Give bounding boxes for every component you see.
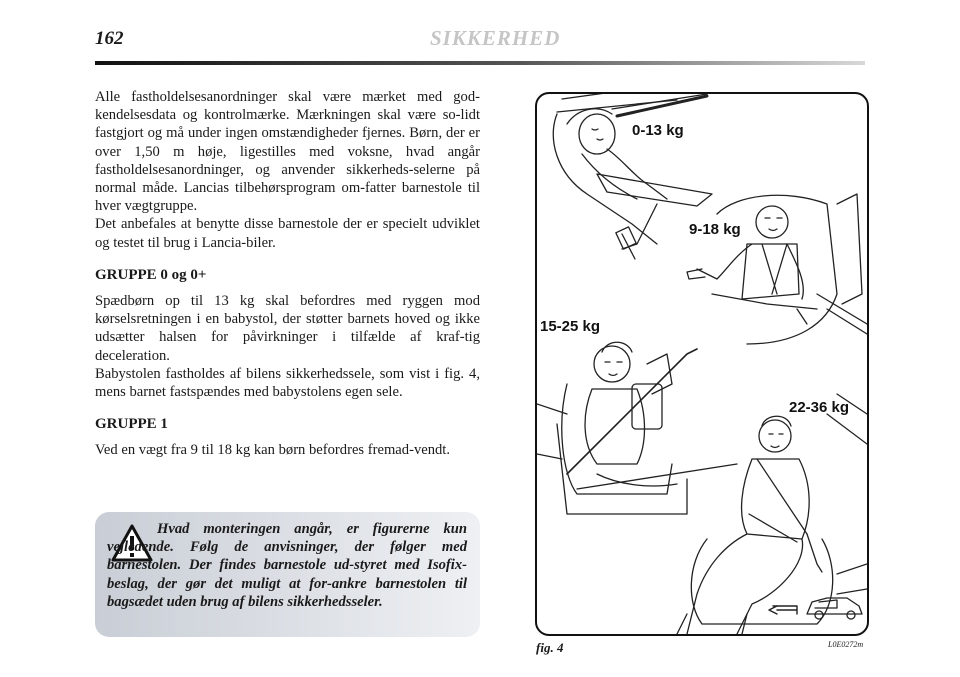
label-22-36-kg: 22-36 kg — [789, 399, 850, 416]
child-seat-figure — [535, 92, 869, 636]
group0-paragraph-2: Babystolen fastholdes af bilens sikkerhedssele, som vist i fig. 4, mens barnet fastspændes med babystolens egen sele. — [95, 365, 480, 401]
label-0-13-kg: 0-13 kg — [632, 122, 684, 139]
warning-text: Hvad monteringen angår, er figurerne kun vejledende. Følg de anvisninger, der følger med barnestolen. Der findes barnestole ud-styret med Isofix-beslag, der gør det muligt at for-ankre barnestolen til bagsædet uden brug af bilens sikkerhedsseler. — [107, 521, 467, 610]
warning-box — [95, 512, 480, 637]
section-title: SIKKERHED — [430, 26, 561, 50]
child-seat-illustration — [537, 94, 867, 634]
group0-heading: GRUPPE 0 og 0+ — [95, 266, 207, 283]
group0-paragraph: Spædbørn op til 13 kg skal befordres med ryggen mod kørselsretningen i en babystol, der støtter barnets hoved og ikke udsætter halsen for påvirkninger i tilfælde af kraf-tig deceleration. — [95, 293, 480, 364]
label-15-25-kg: 15-25 kg — [540, 318, 601, 335]
page-number: 162 — [95, 28, 124, 49]
header-rule — [95, 61, 865, 65]
label-9-18-kg: 9-18 kg — [689, 221, 741, 238]
intro-paragraph-2: Det anbefales at benytte disse barnestole der er specielt udviklet og testet til brug i Lancia-biler. — [95, 216, 480, 251]
figure-caption: fig. 4 — [536, 640, 564, 655]
intro-paragraph: Alle fastholdelsesanordninger skal være mærket med god-kendelsesdata og kontrolmærke. Mærkningen skal være so-lidt fastgjort og må under ingen omstændigheder fjernes. Børn, der er over 1,50 m høje, ligestilles med voksne, hvad angår fastholdelsesanordninger, og anvender sikkerheds-selerne på normal måde. Lancias tilbehørsprogram om-fatter barnestole til hver vægtgruppe. — [95, 89, 480, 215]
text-column — [95, 88, 480, 460]
group1-heading: GRUPPE 1 — [95, 416, 168, 433]
figure-code: L0E0272m — [828, 640, 864, 649]
group1-paragraph: Ved en vægt fra 9 til 18 kg kan børn befordres fremad-vendt. — [95, 442, 451, 459]
